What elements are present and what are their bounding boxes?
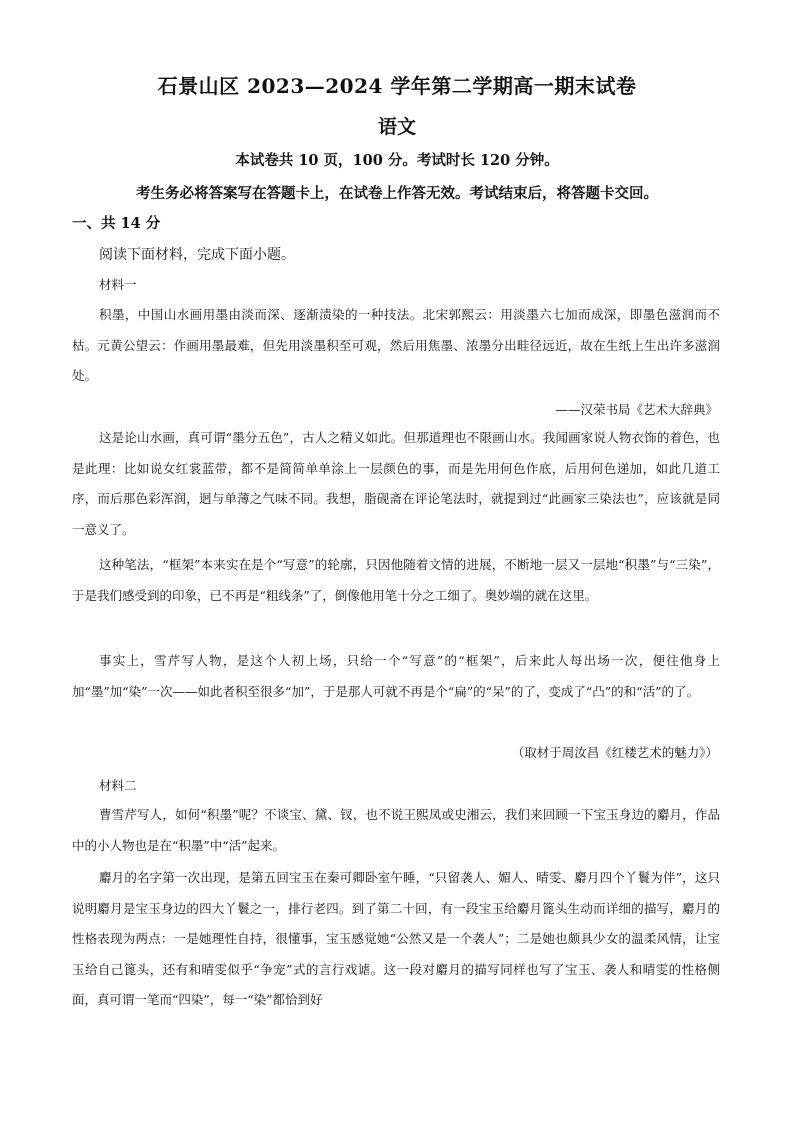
exam-title: 石景山区 2023—2024 学年第二学期高一期末试卷 (157, 74, 637, 98)
material-one-paragraph-1: 积墨，中国山水画用墨由淡而深、逐渐渍染的一种技法。北宋郭熙云：用淡墨六七加而成深，即墨色滋润而不枯。元黄公望云：作画用墨最难，但先用淡墨积至可观，然后用焦墨、浓墨分出畦径远近，故在生纸上生出许多滋润处。 (72, 307, 720, 383)
section-heading: 一、共 14 分 (72, 215, 161, 232)
exam-info: 本试卷共 10 页，100 分。考试时长 120 分钟。 (235, 152, 559, 169)
material-two-paragraph-1: 曹雪芹写人，如何“积墨”呢？不谈宝、黛、钗，也不说王熙凤或史湘云，我们来回顾一下宝玉身边的麝月，作品中的小人物也是在“积墨”中“活”起来。 (72, 807, 720, 853)
section-instruction: 阅读下面材料，完成下面小题。 (99, 247, 295, 263)
material-one-paragraph-3: 这种笔法，“框架”本来实在是个“写意”的轮廓，只因他随着文情的进展，不断地一层又一层地“积墨”与“三染”，于是我们感受到的印象，已不再是“粗线条”了，倒像他用笔十分之工细了。奥妙端的就在这里。 (72, 557, 720, 603)
material-two-label: 材料二 (99, 778, 137, 793)
subject-heading: 语文 (377, 116, 416, 138)
material-one-label: 材料一 (99, 277, 137, 292)
material-one-source-1: ——汉荣书局《艺术大辞典》 (555, 402, 718, 417)
exam-notice: 考生务必将答案写在答题卡上，在试卷上作答无效。考试结束后，将答题卡交回。 (136, 185, 658, 202)
material-one-paragraph-2: 这是论山水画，真可谓“墨分五色”，古人之精义如此。但那道理也不限画山水。我闻画家说人物衣饰的着色，也是此理：比如说女红裳蓝带，都不是简简单单涂上一层颜色的事，而是先用何色作底，后用何色递加，如此几道工序，而后那色彩浑润，迥与单薄之气味不同。我想，脂砚斋在评论笔法时，就提到过“此画家三染法也”，应该就是同一意义了。 (72, 430, 720, 537)
material-one-source-2: （取材于周汝昌《红楼艺术的魅力》） (511, 745, 718, 760)
material-two-paragraph-2: 麝月的名字第一次出现，是第五回宝玉在秦可卿卧室午睡，“只留袭人、媚人、晴雯、麝月四个丫鬟为伴”，这只说明麝月是宝玉身边的四大丫鬟之一，排行老四。到了第二十回，有一段宝玉给麝月篦头生动而详细的描写，麝月的性格表现为两点：一是她理性自持，很懂事，宝玉感觉她“公然又是一个袭人”；二是她也颇具少女的温柔风情，让宝玉给自己篦头，还有和晴雯似乎“争宠”式的言行戏谑。这一段对麝月的描写同样也写了宝玉、袭人和晴雯的性格侧面，真可谓一笔而“四染”，每一“染”都恰到好 (72, 870, 720, 1007)
material-one-paragraph-4: 事实上，雪芹写人物，是这个人初上场，只给一个“写意”的“框架”，后来此人每出场一次，便往他身上加“墨”加“染”一次——如此者积至很多“加”，于是那人可就不再是个“扁”的“呆”的了，变成了“凸”的和“活”的了。 (72, 653, 720, 699)
